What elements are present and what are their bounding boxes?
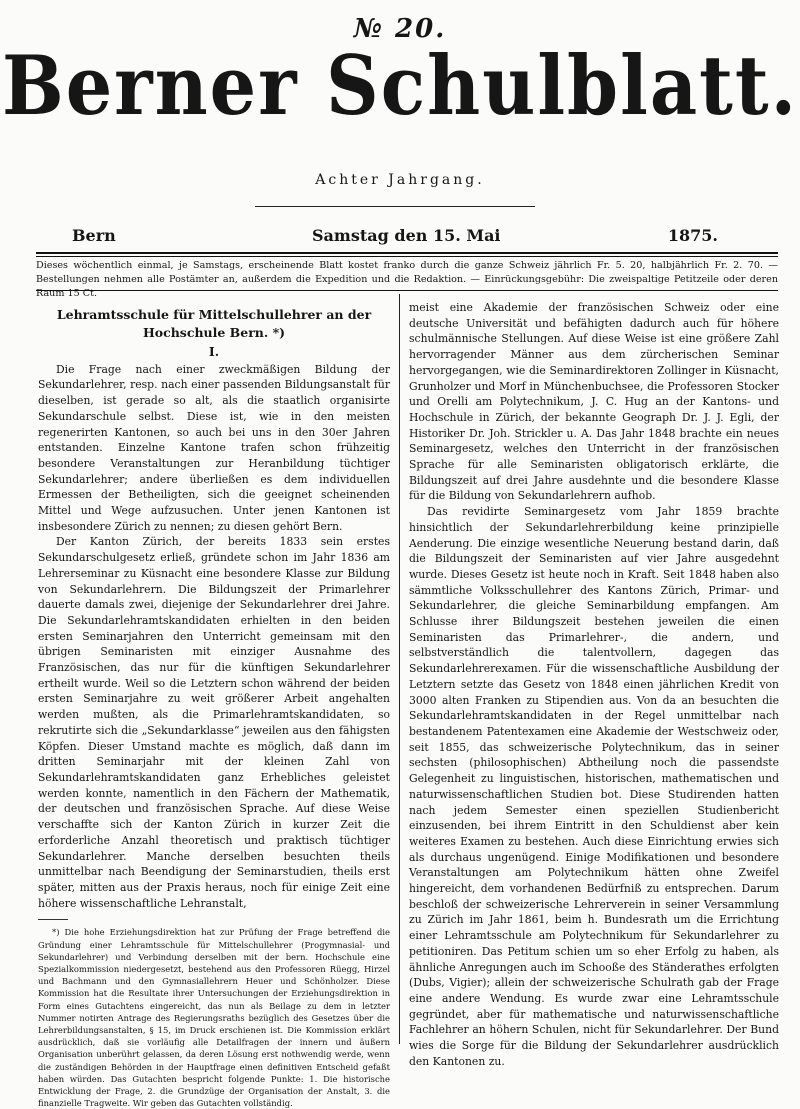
paragraph: Der Kanton Zürich, der bereits 1833 sein erstes Sekundarschulgesetz erließ, gründete schon im Jahr 1836 am Lehrerseminar zu Küsnacht eine besondere Klasse zur Bildung von Sekundarlehrern. Die Bildungszeit der Primarlehrer dauerte damals zwei, diejenige der Sekundarlehrer drei Jahre. Die Sekundarlehramtskandidaten erhielten in den beiden ersten Seminarjahren den Unterricht gemeinsam mit den übrigen Seminaristen mit einziger Ausnahme des Französischen, das nur für die künftigen Sekundarlehrer ertheilt wurde. Weil so die Letztern schon während der beiden ersten Seminarjahre zu weit größerer Arbeit angehalten werden mußten, als die Primarlehramtskandidaten, so rekrutirte sich die „Sekundarklasse“ jeweilen aus den fähigsten Köpfen. Dieser Umstand machte es möglich, daß dann im dritten Seminarjahr mit der kleinen Zahl von Sekundarlehramtskandidaten ganz Erhebliches geleistet werden konnte, namentlich in den Fächern der Mathematik, der deutschen und französischen Sprache. Auf diese Weise verschaffte sich der Kanton Zürich in kurzer Zeit die erforderliche Anzahl theoretisch und praktisch tüchtiger Sekundarlehrer. Manche derselben besuchten theils unmittelbar nach Beendigung der Seminarstudien, theils erst später, mitten aus der Praxis heraus, noch für einige Zeit eine höhere wissenschaftliche Lehranstalt, [38,535,390,910]
article-title: Lehramtsschule für Mittelschullehrer an der Hochschule Bern. *) [56,307,372,340]
left-column [38,300,390,1109]
issue-number: № 20. [353,14,447,44]
column-divider [399,294,400,1044]
dateline [72,226,718,246]
subscription-notice: Dieses wöchentlich einmal, je Samstags, erscheinende Blatt kostet franko durch die ganze Schweiz jährlich Fr. 5. 20, halbjährlich Fr. 2. 70. — Bestellungen nehmen alle Postämter an, außerdem die Expedition und die Redaktion. — Einrückungsgebühr: Die zweispaltige Petitzeile oder deren Raum 15 Ct. [36,260,778,299]
place: Bern [72,226,116,245]
volume-line: Achter Jahrgang. [315,172,485,188]
divider [36,252,778,254]
divider [255,206,535,207]
footnote: *) Die hohe Erziehungsdirektion hat zur Prüfung der Frage betreffend die Gründung einer Lehramtsschule für Mittelschullehrer (Progymnasial- und Sekundarlehrer) und Verbindung derselben mit der bern. Hochschule eine Spezialkommission niedergesetzt, bestehend aus den Professoren Rüegg, Hirzel und Bachmann und den Gymnasiallehrern Heuer und Schönholzer. Diese Kommission hat die Resultate ihrer Untersuchungen der Erziehungsdirektion in Form eines Gutachtens eingereicht, das nun als Beilage zu dem in letzter Nummer notirten Antrage des Regierungsraths bezüglich des Gesetzes über die Lehrerbildungsanstalten, § 15, im Druck erschienen ist. Die Kommission erklärt ausdrücklich, daß sie vorläufig alle Detailfragen der innern und äußern Organisation unberührt gelassen, da deren Lösung erst nothwendig werde, wenn die zuständigen Behörden in der Hauptfrage einen definitiven Entscheid gefaßt haben würden. Das Gutachten bespricht folgende Punkte: 1. Die historische Entwicklung der Frage, 2. die Grundzüge der Organisation der Anstalt, 3. die finanzielle Tragweite. Wir geben das Gutachten vollständig. [38,927,390,1109]
footnote-divider [38,919,68,920]
paragraph: Das revidirte Seminargesetz vom Jahr 1859 brachte hinsichtlich der Sekundarlehrerbildung keine prinzipielle Aenderung. Die einzige wesentliche Neuerung bestand darin, daß die Bildungszeit der Seminaristen auf vier Jahre ausgedehnt wurde. Dieses Gesetz ist heute noch in Kraft. Seit 1848 haben also sämmtliche Volksschullehrer des Kantons Zürich, Primar- und Sekundarlehrer, die gleiche Seminarbildung empfangen. Am Schlusse ihrer Bildungszeit bestehen jeweilen die einen Seminaristen das Primarlehrer-, die andern, und selbstverständlich die talentvollern, dagegen das Sekundarlehrerexamen. Für die wissenschaftliche Ausbildung der Letztern setzte das Gesetz von 1848 einen jährlichen Kredit von 3000 alten Franken zu Stipendien aus. Von da an besuchten die Sekundarlehramtskandidaten in der Regel unmittelbar nach bestandenem Patentexamen eine Akademie der Westschweiz oder, seit 1855, das schweizerische Polytechnikum, das in seiner sechsten (philosophischen) Abtheilung noch die passendste Gelegenheit zu linguistischen, historischen, mathematischen und naturwissenschaftlichen Studien bot. Diese Studirenden hatten nach jedem Semester einen speziellen Studienbericht einzusenden, bei ihrem Eintritt in den Schuldienst aber kein weiteres Examen zu bestehen. Auch diese Einrichtung erwies sich als durchaus ungenügend. Einige Modifikationen und besondere Veranstaltungen am Polytechnikum hätten ohne Zweifel hingereicht, dem vorhandenen Bedürfniß zu entsprechen. Darum beschloß der schweizerische Lehrerverein in seiner Versammlung zu Zürich im Jahr 1861, beim h. Bundesrath um die Errichtung einer Lehramtsschule am Polytechnikum für Sekundarlehrer zu petitioniren. Das Petitum schien um so eher Erfolg zu haben, als ähnliche Anregungen auch im Schooße des Ständerathes erfolgten (Dubs, Vigier); allein der schweizerische Schulrath gab der Frage eine andere Wendung. Es wurde zwar eine Lehramtsschule gegründet, aber für mathematische und naturwissenschaftliche Fachlehrer an höhern Schulen, nicht für Sekundarlehrer. Der Bund wies die Sorge für die Bildung der Sekundarlehrer ausdrücklich den Kantonen zu. [409,505,779,1068]
section-number: I. [208,344,220,359]
paragraph: Die Frage nach einer zweckmäßigen Bildung der Sekundarlehrer, resp. nach einer passenden Bildungsanstalt für dieselben, ist gerade so alt, als die staatlich organisirte Sekundarschule selbst. Diese ist, wie in den meisten regenerirten Kantonen, so auch bei uns in den 30er Jahren entstanden. Einzelne Kantone trafen schon frühzeitig besondere Veranstaltungen zur Heranbildung tüchtiger Sekundarlehrer; andere überließen es dem individuellen Ermessen der Betheiligten, sich die geeignet scheinenden Mittel und Wege aufzusuchen. Unter jenen Kantonen ist insbesondere Zürich zu nennen; zu diesen gehört Bern. [38,362,390,533]
issue-date: Samstag den 15. Mai [312,226,501,245]
newspaper-title: Berner Schulblatt. [2,37,798,135]
right-column [409,300,779,1069]
issue-year: 1875. [667,226,718,245]
paragraph: meist eine Akademie der französischen Schweiz oder eine deutsche Universität und befähigten dadurch auch für höhere schulmännische Stellungen. Auf diese Weise ist eine größere Zahl hervorragender Männer aus dem zürcherischen Seminar hervorgegangen, wie die Seminardirektoren Zollinger in Küsnacht, Grunholzer und Morf in Münchenbuchsee, die Professoren Stocker und Orelli am Polytechnikum, J. C. Hug an der Kantons- und Hochschule in Zürich, der bekannte Geograph Dr. J. J. Egli, der Historiker Dr. Joh. Strickler u. A. Das Jahr 1848 brachte ein neues Seminargesetz, welches den Unterricht in der französischen Sprache für alle Seminaristen obligatorisch erklärte, die Bildungszeit auf drei Jahre ausdehnte und die besondere Klasse für die Bildung von Sekundarlehrern aufhob. [409,301,779,503]
divider [36,290,778,291]
divider [36,256,778,257]
